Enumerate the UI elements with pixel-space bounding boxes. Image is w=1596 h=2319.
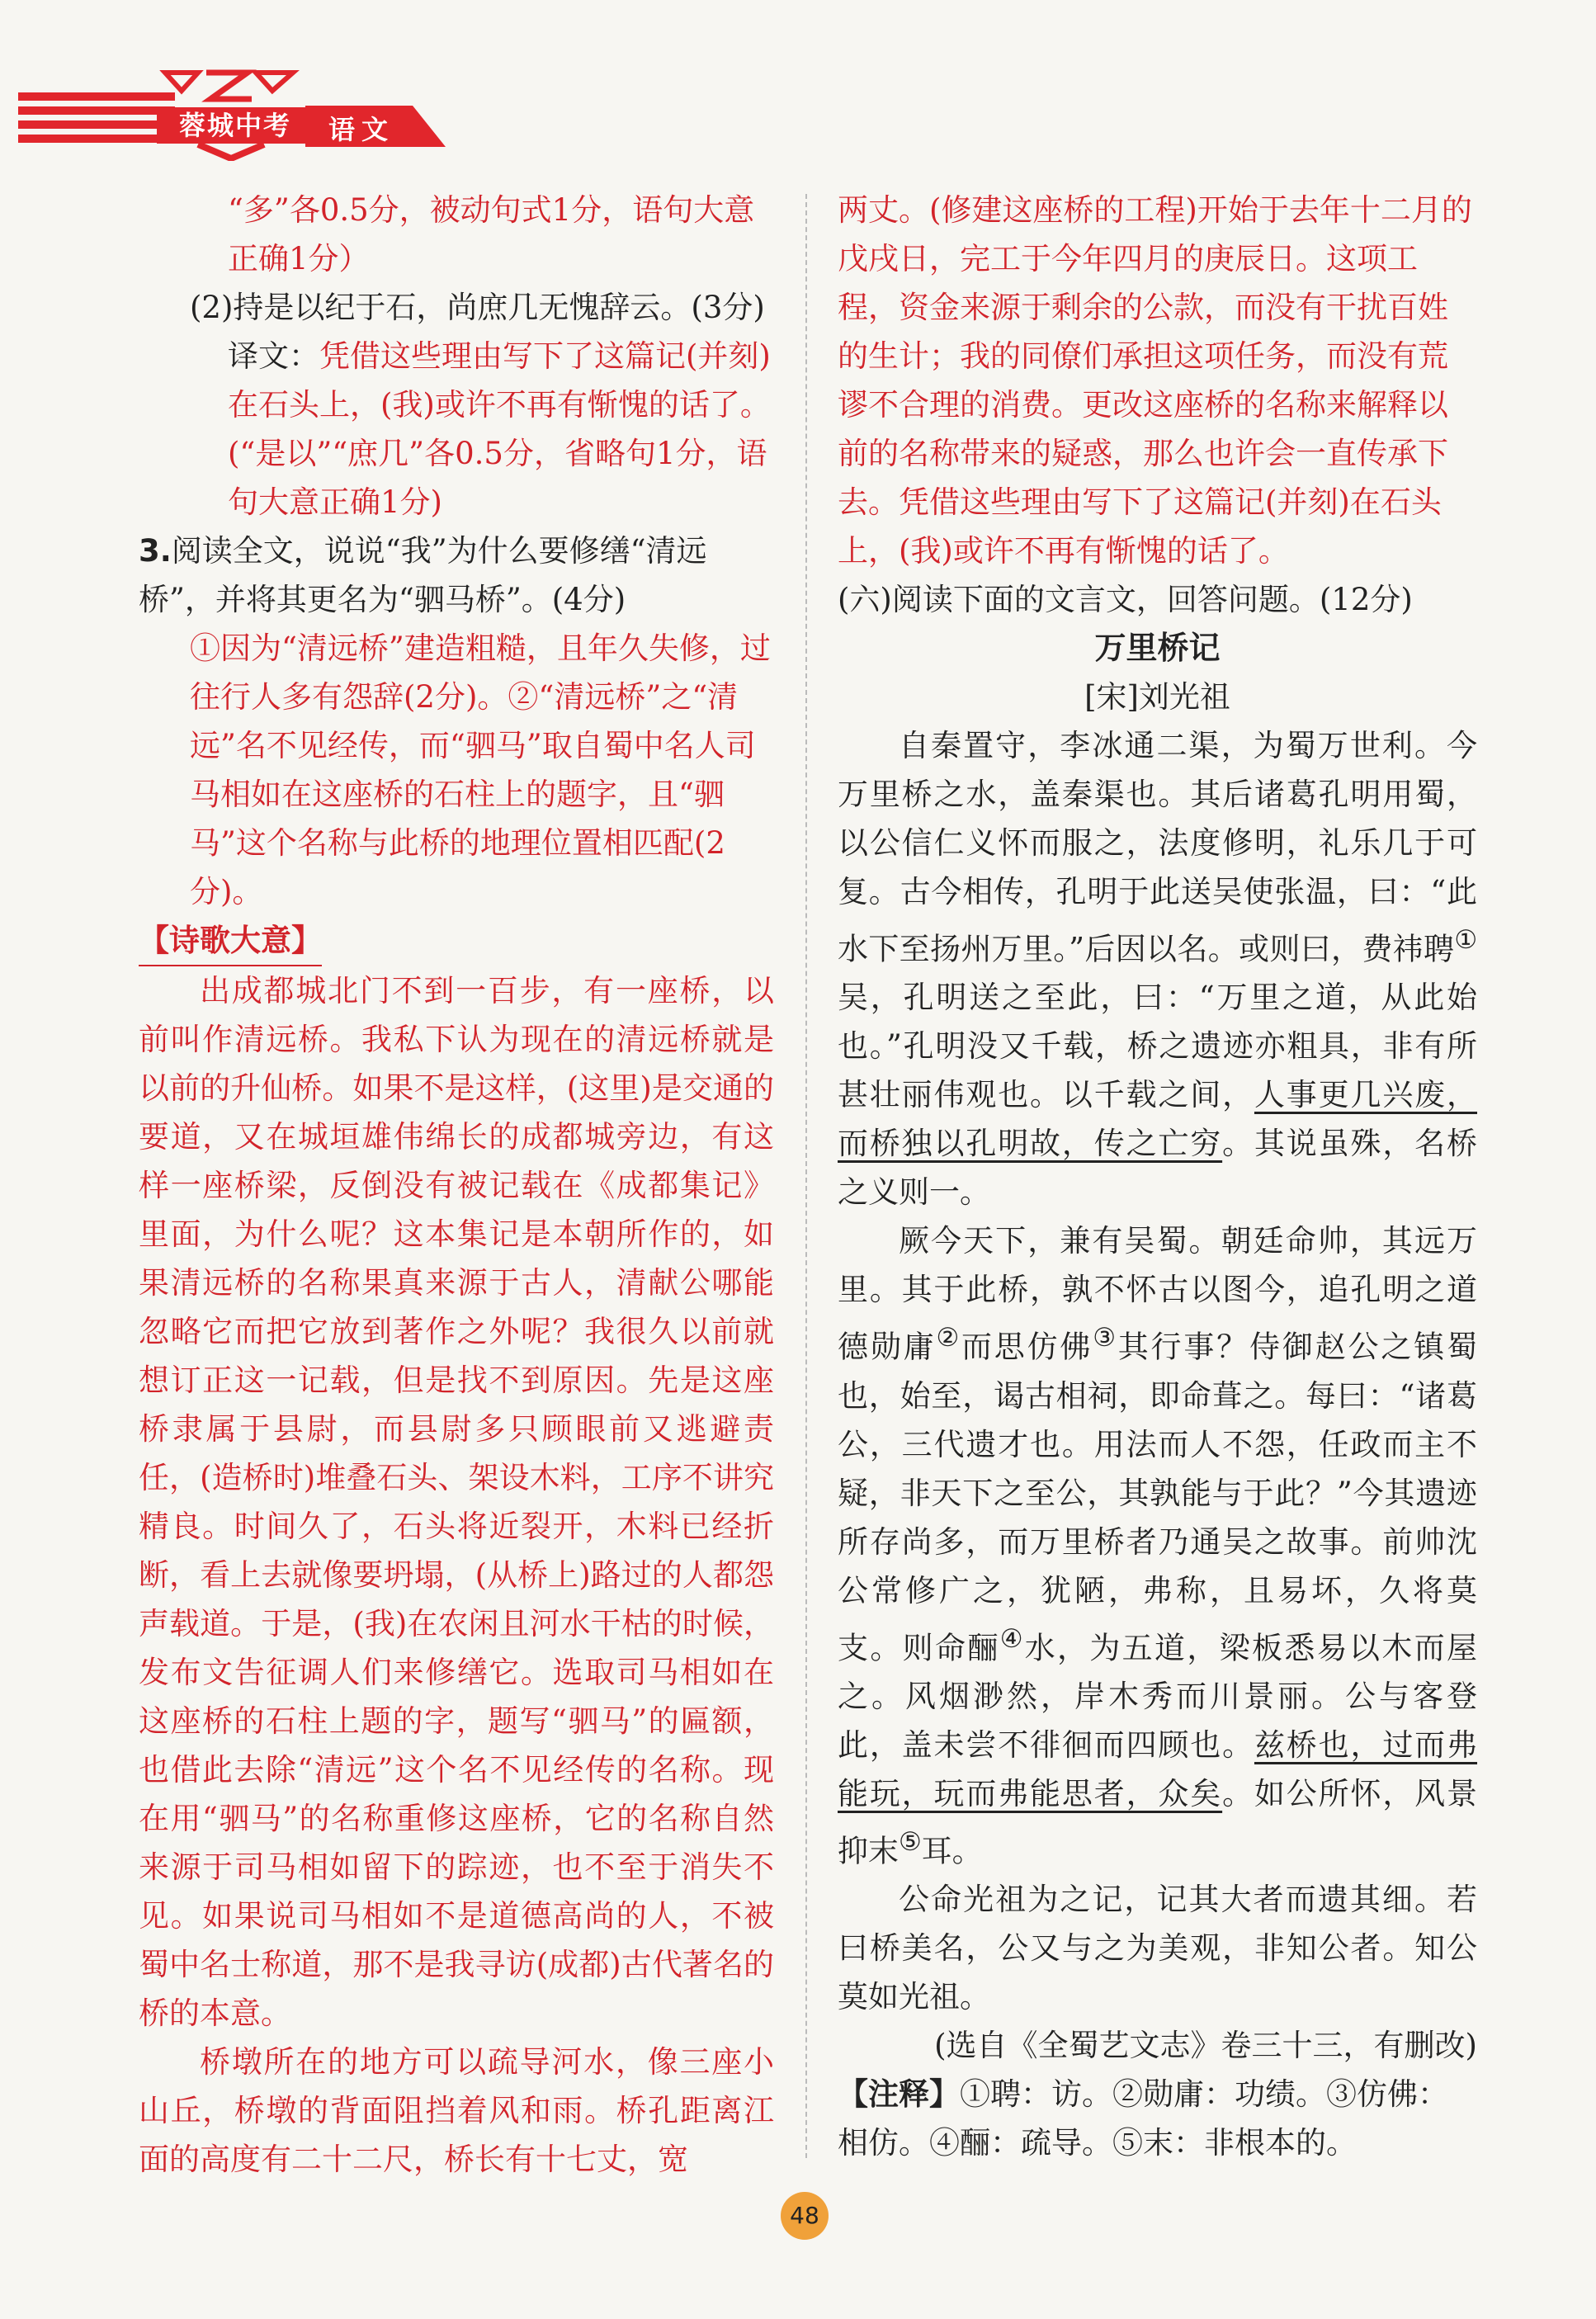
p2-part-b: 而思仿佛 [961, 1329, 1093, 1365]
notes-text: ①聘：访。②勋庸：功绩。③仿佛：相仿。④酾：疏导。⑤末：非根本的。 [838, 2076, 1448, 2161]
subject-tab [305, 106, 446, 147]
note-ref-3: ③ [1093, 1323, 1118, 1353]
poem-paragraph-1: 出成都城北门不到一百步，有一座桥，以前叫作清远桥。我私下认为现在的清远桥就是以前的升仙桥。如果不是这样，(这里)是交通的要道，又在城垣雄伟绵长的成都城旁边，有这样一座桥梁，反倒没有被记载在《成都集记》里面，为什么呢？这本集记是本朝所作的，如果清远桥的名称果真来源于古人，清献公哪能忽略它而把它放到著作之外呢？我很久以前就想订正这一记载，但是找不到原因。先是这座桥隶属于县尉，而县尉多只顾眼前又逃避责任，(造桥时)堆叠石头、架设木料，工序不讲究精良。时间久了，石头将近裂开，木料已经折断，看上去就像要坍塌，(从桥上)路过的人都怨声载道。于是，(我)在农闲且河水干枯的时候，发布文告征调人们来修缮它。选取司马相如在这座桥的石柱上题的字，题写“驷马”的匾额，也借此去除“清远”这个名不见经传的名称。现在用“驷马”的名称重修这座桥，它的名称自然来源于司马相如留下的踪迹，也不至于消失不见。如果说司马相如不是道德高尚的人，不被蜀中名士称道，那不是我寻访(成都)古代著名的桥的本意。 [139, 973, 774, 2031]
notes [838, 2070, 1477, 2167]
underlined-sentence-1: 人事更几兴废，而桥独以孔明故，传之亡穷 [838, 1077, 1478, 1162]
translation-answer: 凭借这些理由写下了这篇记(并刻)在石头上，(我)或许不再有惭愧的话了。(“是以”“庶几”各0.5分，省略句1分，语句大意正确1分) [228, 338, 771, 520]
subject-label: 语文 [328, 114, 395, 145]
page-number: 48 [781, 2192, 829, 2240]
classical-paragraph-2 [838, 1216, 1477, 1875]
p2-part-c: 其行事？侍御赵公之镇蜀也，始至，谒古相祠，即命葺之。每曰：“诸葛公，三代遗才也。用法而人不怨，任政而主不疑，非天下之至公，其孰能与于此？”今其遗迹所存尚多，而万里桥者乃通吴之故事。前帅沈公常修广之，犹陋，弗称，且易坏，久将莫支。则命酾 [838, 1329, 1478, 1665]
question-2-2: (2)持是以纪于石，尚庶几无愧辞云。(3分) [190, 290, 765, 325]
right-column [838, 186, 1477, 2167]
answer-3: ①因为“清远桥”建造粗糙，且年久失修，过往行人多有怨辞(2分)。②“清远桥”之“清远”名不见经传，而“驷马”取自蜀中名人司马相如在这座桥的石柱上的题字，且“驷马”这个名称与此桥的地理位置相匹配(2分)。 [190, 631, 771, 909]
classical-paragraph-1 [838, 721, 1477, 1216]
classical-paragraph-3: 公命光祖为之记，记其大者而遗其细。若曰桥美名，公又与之为美观，非知公者。知公莫如光祖。 [838, 1882, 1477, 2015]
poem-continuation: 两丈。(修建这座桥的工程)开始于去年十二月的戊戌日，完工于今年四月的庚辰日。这项工程，资金来源于剩余的公款，而没有干扰百姓的生计；我的同僚们承担这项任务，而没有荒谬不合理的消费。更改这座桥的名称来解释以前的名称带来的疑惑，那么也许会一直传承下去。凭借这些理由写下了这篇记(并刻)在石头上，(我)或许不再有惭愧的话了。 [838, 192, 1472, 569]
translation-2-2 [139, 332, 774, 527]
p1-part-b: 吴，孔明送之至此，曰：“万里之道，从此始也。”孔明没又千载，桥之遗迹亦粗具，非有所甚壮丽伟观也。以千载之间， [838, 980, 1477, 1113]
poem-paragraph-2: 桥墩所在的地方可以疏导河水，像三座小山丘，桥墩的背面阻挡着风和雨。桥孔距离江面的高度有二十二尺，桥长有十七丈，宽 [139, 2044, 774, 2177]
note-ref-2: ② [936, 1323, 961, 1353]
text-author: [宋]刘光祖 [1084, 679, 1230, 715]
p1-part-c: 。其说虽殊，名桥之义则一。 [838, 1126, 1478, 1211]
notes-tag: 【注释】 [838, 2076, 960, 2113]
question-3 [139, 527, 774, 624]
underlined-sentence-2: 兹桥也，过而弗能玩，玩而弗能思者，众矣 [838, 1726, 1478, 1811]
question-3-text: 阅读全文，说说“我”为什么要修缮“清远桥”，并将其更名为“驷马桥”。(4分) [139, 533, 707, 617]
left-column [139, 186, 774, 2184]
brand-badge: 蓉城中考 [157, 107, 314, 144]
p2-part-a: 厥今天下，兼有吴蜀。朝廷命帅，其远万里。其于此桥，孰不怀古以图今，追孔明之道德勋庸 [838, 1223, 1477, 1365]
p2-part-f: 耳。 [921, 1833, 983, 1869]
p1-part-a: 自秦置守，李冰通二渠，为蜀万世利。今万里桥之水，盖秦渠也。其后诸葛孔明用蜀，以公信仁义怀而服之，法度修明，礼乐几于可复。古今相传，孔明于此送吴使张温，曰：“此水下至扬州万里。”后因以名。或则曰，费祎聘 [838, 728, 1477, 967]
note-ref-5: ⑤ [899, 1826, 922, 1857]
question-3-number: 3. [139, 533, 172, 569]
answer-2-1-tail: “多”各0.5分，被动句式1分，语句大意正确1分） [228, 192, 755, 276]
source-citation: (选自《全蜀艺文志》卷三十三，有删改) [934, 2028, 1477, 2064]
text-title: 万里桥记 [1094, 630, 1221, 666]
column-divider [805, 194, 807, 2158]
translation-label: 译文： [228, 338, 319, 374]
section-6-heading: (六)阅读下面的文言文，回答问题。(12分) [838, 582, 1413, 617]
poem-heading [139, 916, 774, 966]
note-ref-1: ① [1454, 925, 1477, 955]
poem-tag: 【诗歌大意】 [139, 916, 322, 966]
p2-part-e: 。如公所怀，风景抑末 [838, 1775, 1478, 1869]
p2-part-d: 水，为五道，梁板悉易以木而屋之。风烟渺然，岸木秀而川景丽。公与客登此，盖未尝不徘徊而四顾也。 [838, 1629, 1478, 1763]
note-ref-4: ④ [999, 1623, 1025, 1654]
